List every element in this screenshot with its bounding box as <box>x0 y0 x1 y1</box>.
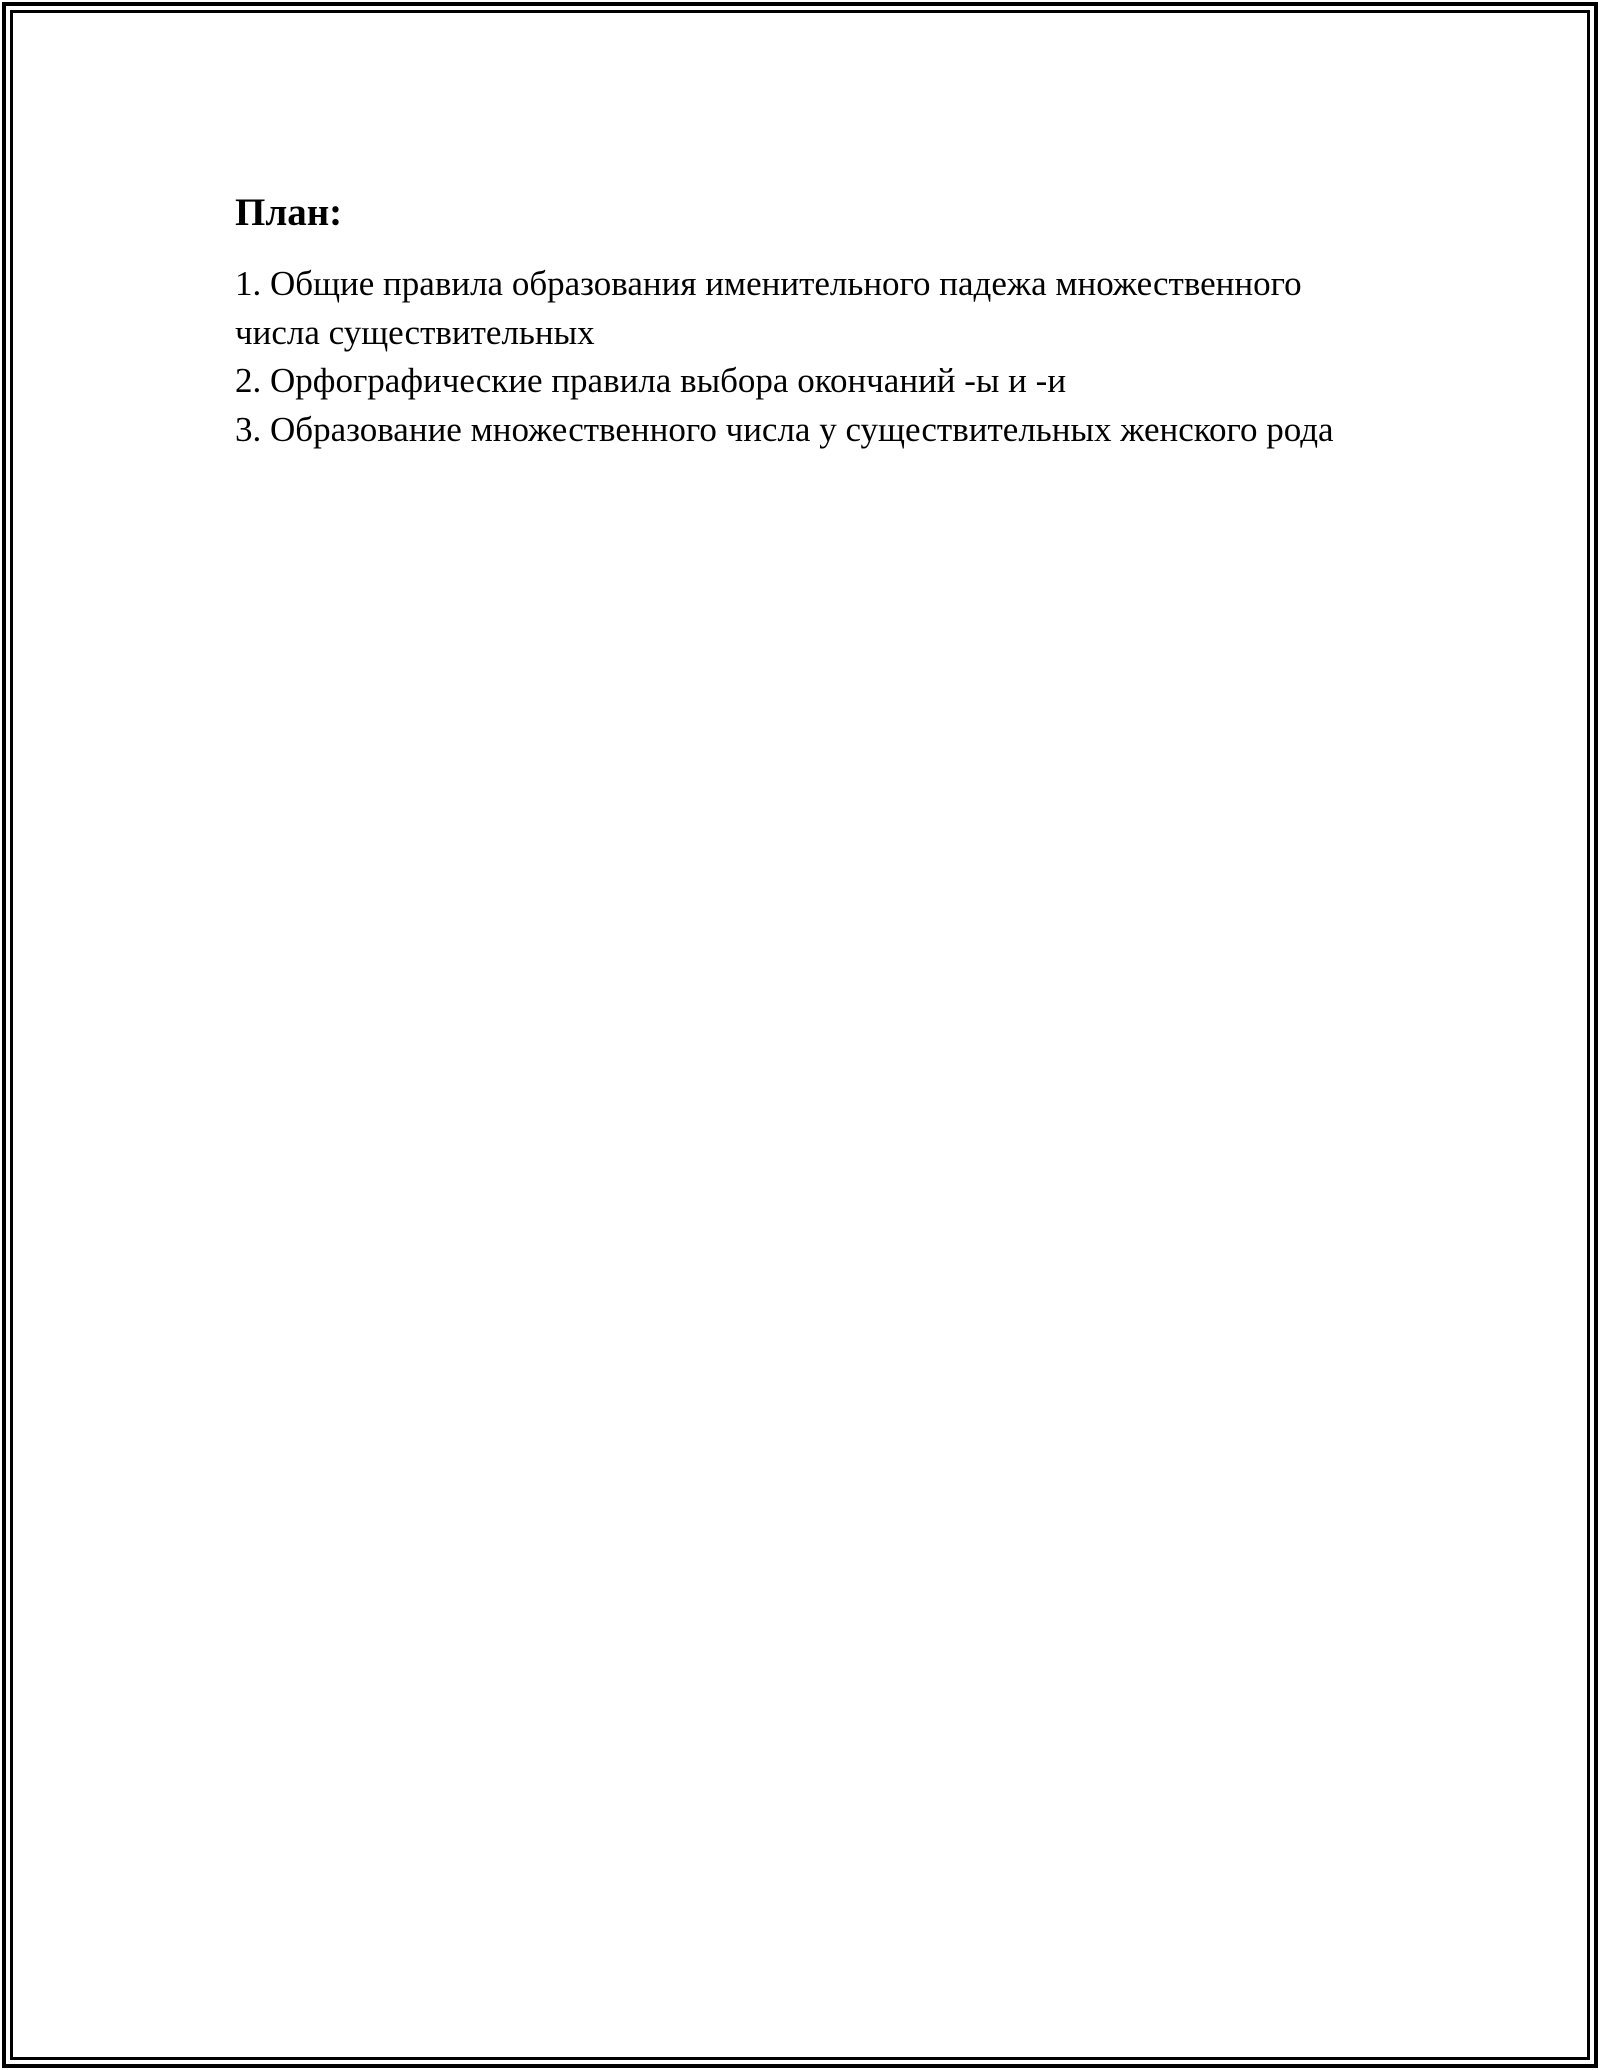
plan-item-2: 2. Орфографические правила выбора окончаний -ы и -и <box>235 361 1067 400</box>
plan-list <box>235 260 1385 454</box>
plan-item-3: 3. Образование множественного числа у существительных женского рода <box>235 409 1334 449</box>
document-body <box>235 188 1385 454</box>
page-title: План: <box>235 191 343 234</box>
plan-item-1: 1. Общие правила образования именительного падежа множественного числа существительных <box>235 264 1302 352</box>
